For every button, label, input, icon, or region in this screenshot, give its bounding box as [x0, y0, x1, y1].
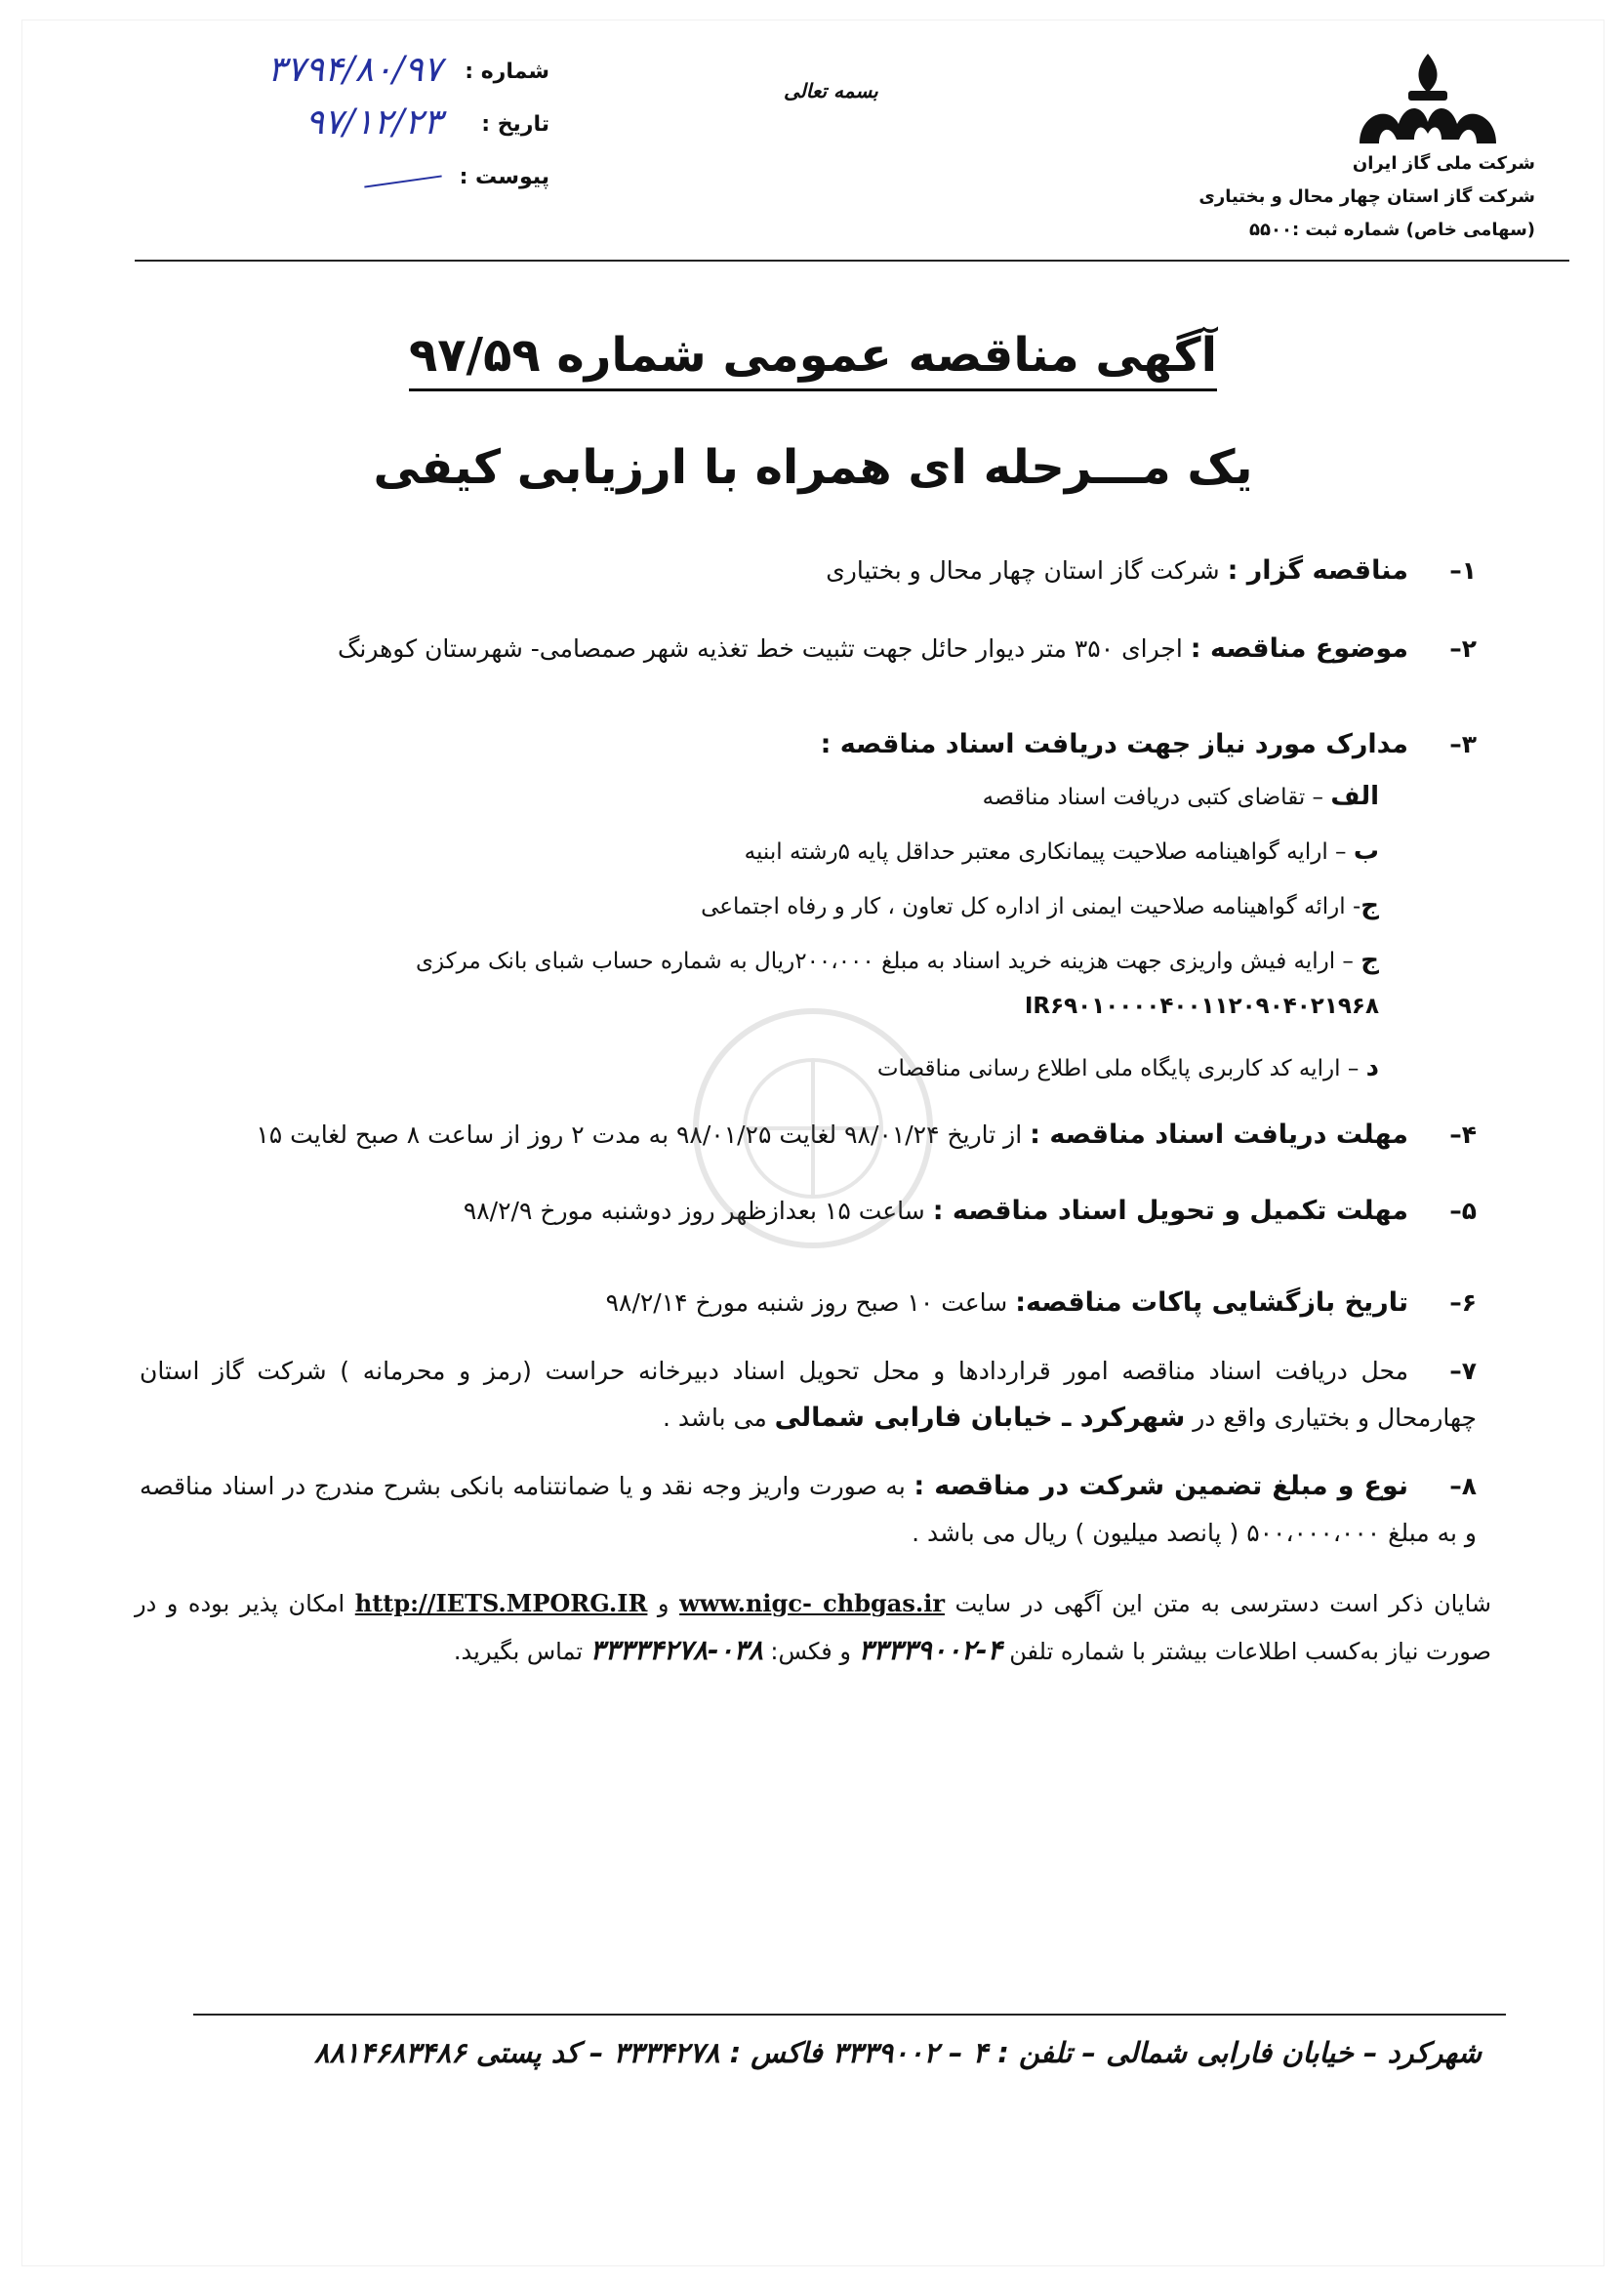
item-1-text: شرکت گاز استان چهار محال و بختیاری — [826, 556, 1228, 585]
closing-text-c: امکان پذیر بوده و در صورت نیاز به‌کسب اطلاعات بیشتر با شماره تلفن — [135, 1590, 1491, 1665]
item-5-number: ۵– — [1449, 1197, 1477, 1225]
item-6-label: تاریخ بازگشایی پاکات مناقصه: — [1015, 1287, 1408, 1318]
item-3-b-text: – ارایه گواهینامه صلاحیت پیمانکاری معتبر حداقل پایه ۵رشته ابنیه — [744, 839, 1354, 865]
item-6-text: ساعت ۱۰ صبح روز شنبه مورخ ۹۸/۲/۱۴ — [605, 1288, 1016, 1317]
item-2-label: موضوع مناقصه : — [1190, 633, 1408, 664]
closing-text-d: و فکس: — [762, 1638, 859, 1665]
item-7 — [140, 1348, 1477, 1442]
phone-number: ۴-۳۳۳۳۹۰۰۲ — [858, 1634, 1002, 1666]
item-3-number: ۳– — [1449, 730, 1477, 758]
document-page — [21, 20, 1604, 2266]
item-4-label: مهلت دریافت اسناد مناقصه : — [1030, 1120, 1408, 1150]
attachment-dash — [364, 175, 441, 187]
item-3-c-label: ج — [1360, 891, 1379, 920]
closing-paragraph — [135, 1580, 1491, 1675]
item-3-e-text: – ارایه کد کاربری پایگاه ملی اطلاع رسانی مناقصات — [876, 1056, 1366, 1081]
closing-text-e: تماس بگیرید. — [453, 1638, 590, 1665]
date-value: ۹۷/۱۲/۲۳ — [304, 102, 442, 143]
item-3-d-label: ج — [1360, 946, 1379, 975]
header-divider — [135, 260, 1569, 262]
item-6-number: ۶– — [1449, 1288, 1477, 1317]
watermark-stamp-icon — [628, 982, 998, 1275]
item-3-a — [130, 774, 1379, 820]
company-line-2: شرکت گاز استان چهار محال و بختیاری — [1198, 186, 1535, 207]
company-line-1: شرکت ملی گاز ایران — [1352, 153, 1535, 174]
item-3-c — [130, 883, 1379, 929]
invocation: بسمه تعالی — [784, 79, 878, 102]
number-value: ۳۷۹۴/۸۰/۹۷ — [267, 50, 442, 90]
number-label: شماره : — [465, 60, 549, 84]
footer-divider — [193, 2014, 1506, 2016]
item-3-c-text: - ارائه گواهینامه صلاحیت ایمنی از اداره کل تعاون ، کار و رفاه اجتماعی — [701, 894, 1361, 919]
item-3 — [140, 721, 1477, 768]
site-link-chbgas[interactable]: www.nigc- chbgas.ir — [679, 1589, 945, 1617]
item-8-number: ۸– — [1449, 1472, 1478, 1500]
closing-text-a: شایان ذکر است دسترسی به متن این آگهی در سایت — [944, 1590, 1492, 1617]
item-1-number: ۱– — [1449, 556, 1477, 585]
company-header — [1125, 147, 1535, 247]
closing-text-b: و — [647, 1590, 680, 1617]
nigc-logo-icon — [1340, 46, 1516, 153]
item-6 — [140, 1280, 1477, 1326]
item-7-location: شهرکرد ـ خیابان فارابی شمالی — [774, 1403, 1186, 1433]
item-4-text: از تاریخ ۹۸/۰۱/۲۴ لغایت ۹۸/۰۱/۲۵ به مدت ۲ روز از ساعت ۸ صبح لغایت ۱۵ — [256, 1121, 1031, 1149]
item-1-label: مناقصه گزار : — [1227, 555, 1408, 586]
company-line-3: (سهامی خاص) شماره ثبت :۵۵۰۰ — [1249, 220, 1535, 240]
date-label: تاریخ : — [481, 112, 549, 137]
item-7-number: ۷– — [1449, 1357, 1477, 1385]
item-7-text-a: محل دریافت اسناد مناقصه امور قراردادها و محل تحویل اسناد دبیرخانه حراست (رمز و محرمانه ) شرکت گاز استان چهارمحال و بختیاری واقع در — [140, 1357, 1477, 1432]
item-3-d-text: – ارایه فیش واریزی جهت هزینه خرید اسناد به مبلغ ۲۰۰،۰۰۰ریال به شماره حساب شبای بانک مرکزی — [415, 949, 1361, 974]
site-link-iets[interactable]: http://IETS.MPORG.IR — [354, 1589, 648, 1617]
item-4-number: ۴– — [1449, 1121, 1477, 1149]
item-2-number: ۲– — [1449, 634, 1477, 663]
item-1 — [140, 548, 1477, 594]
number-row — [140, 50, 549, 102]
item-2-text: اجرای ۳۵۰ متر دیوار حائل جهت تثبیت خط تغذیه شهر صمصامی- شهرستان کوهرنگ — [338, 634, 1191, 663]
notice-title — [22, 328, 1604, 383]
item-7-text-b: می باشد . — [663, 1404, 775, 1432]
item-5-label: مهلت تکمیل و تحویل اسناد مناقصه : — [932, 1196, 1408, 1226]
item-3-b — [130, 829, 1379, 875]
item-3-a-text: – تقاضای کتبی دریافت اسناد مناقصه — [982, 785, 1331, 810]
item-3-a-label: الف — [1330, 782, 1379, 811]
date-row — [140, 102, 549, 155]
item-5-text: ساعت ۱۵ بعدازظهر روز دوشنبه مورخ ۹۸/۲/۹ — [463, 1197, 933, 1225]
letter-meta — [140, 50, 549, 208]
item-3-e-label: د — [1365, 1053, 1379, 1082]
item-8-text: به صورت واریز وجه نقد و یا ضمانتنامه بانکی بشرح مندرج در اسناد مناقصه و به مبلغ ۵۰۰،۰۰۰،۰۰۰ ( پانصد میلیون ) ریال می باشد . — [140, 1472, 1477, 1547]
item-3-d-iban: IR۶۹۰۱۰۰۰۰۴۰۰۱۱۲۰۹۰۴۰۲۱۹۶۸ — [1024, 994, 1379, 1019]
item-2 — [140, 626, 1477, 672]
notice-title-text: آگهی مناقصه عمومی شماره ۹۷/۵۹ — [409, 328, 1217, 391]
item-8 — [140, 1463, 1477, 1557]
item-8-label: نوع و مبلغ تضمین شرکت در مناقصه : — [914, 1471, 1409, 1501]
notice-subtitle: یک مـــرحله ای همراه با ارزیابی کیفی — [373, 440, 1253, 495]
attachment-label: پیوست : — [459, 165, 549, 189]
footer-address: شهرکرد – خیابان فارابی شمالی – تلفن : ۴ – ۳۳۳۹۰۰۲ فاکس : ۳۳۳۴۲۷۸ – کد پستی ۸۸۱۴۶۸۳۴۸۶ — [313, 2036, 1482, 2069]
fax-number: ۰۳۸-۳۳۳۳۴۲۷۸ — [589, 1634, 763, 1666]
item-3-label: مدارک مورد نیاز جهت دریافت اسناد مناقصه : — [820, 729, 1408, 759]
item-3-b-label: ب — [1353, 836, 1379, 866]
attachment-row — [140, 155, 549, 208]
